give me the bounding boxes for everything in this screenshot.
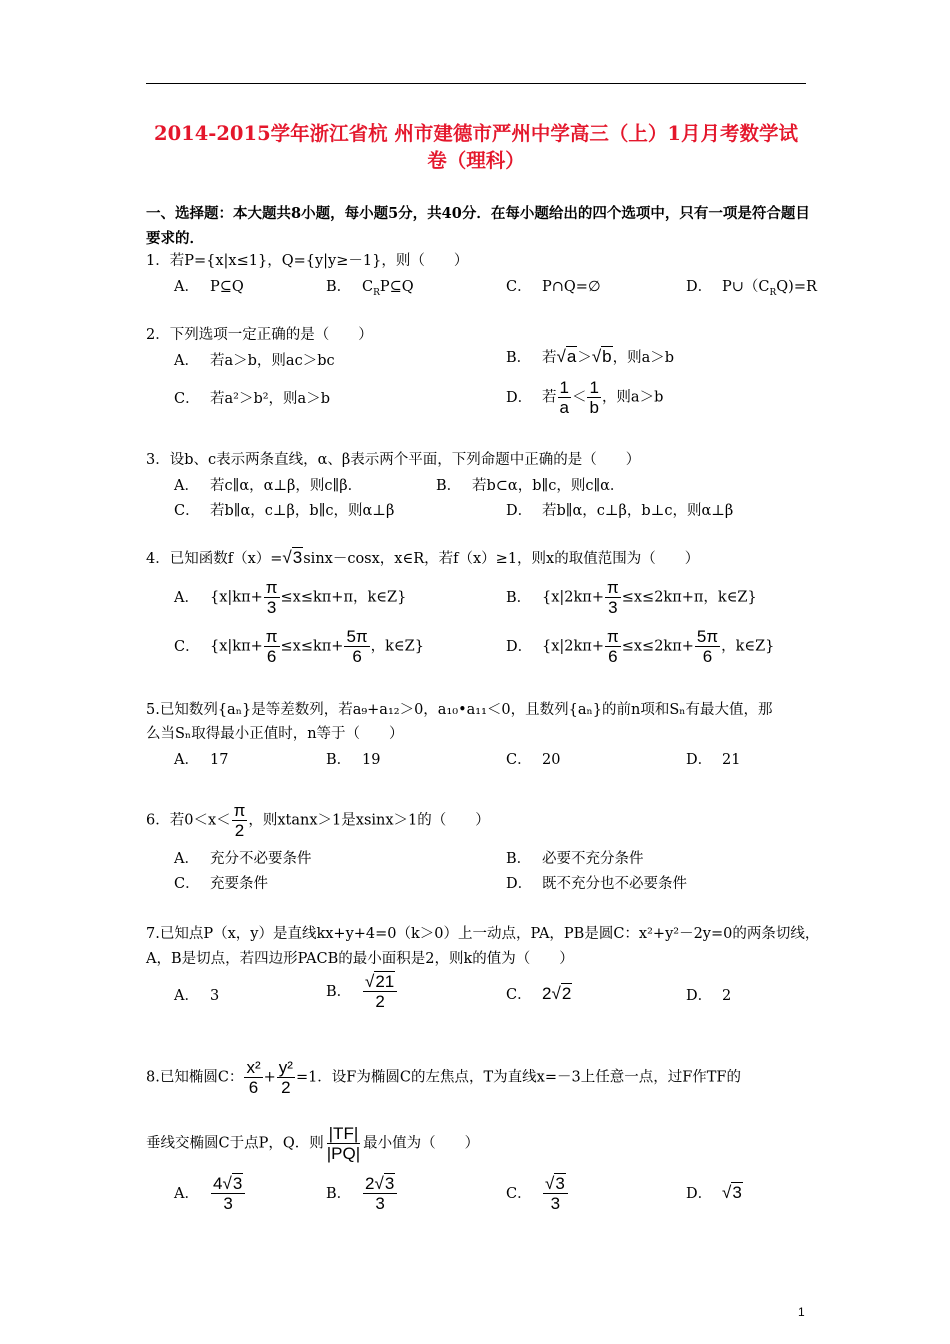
q4-option-b: B． {x|2kπ+ $\frac{\pi}{3}$ ≤x≤2kπ+π，k∈Z}	[506, 578, 757, 617]
q1-option-c: C． P∩Q=∅	[506, 279, 601, 295]
q3-option-b: B． 若b⊂α，b∥c，则c∥α．	[436, 478, 625, 494]
q3-stem: 3．设b、c表示两条直线，α、β表示两个平面，下列命题中正确的是（ ）	[146, 452, 641, 468]
q7-option-a: A． 3	[174, 988, 220, 1004]
q1-option-b: B． $C_RP⊆Q$	[326, 279, 414, 298]
q2-option-a: A． 若a＞b，则ac＞bc	[174, 353, 335, 369]
q6-option-c: C． 充要条件	[174, 876, 268, 892]
q4-option-a: A． {x|kπ+ $\frac{\pi}{3}$ ≤x≤kπ+π，k∈Z}	[174, 578, 407, 617]
q7-option-b: B． $\frac{√21}{2}$	[326, 972, 398, 1011]
q8-option-b: B． $\frac{2√3}{3}$	[326, 1174, 398, 1213]
q7-option-c: C． 2√2	[506, 984, 572, 1003]
q3-option-c: C． 若b∥α，c⊥β，b∥c，则α⊥β	[174, 503, 395, 519]
header-rule	[146, 83, 806, 84]
q2-option-d: D． 若 $\frac{1}{a}$ ＜ $\frac{1}{b}$ ，则a＞b	[506, 378, 664, 417]
q5-option-b: B． 19	[326, 752, 381, 768]
q3-option-a: A． 若c∥α，α⊥β，则c∥β．	[174, 478, 363, 494]
sqrt-b: √b	[591, 347, 612, 366]
q4-option-d: D． {x|2kπ+ $\frac{\pi}{6}$ ≤x≤2kπ+ $\frac{5\pi}{6}$ ，k∈Z}	[506, 627, 775, 666]
q8-line1: 8.已知椭圆C： $\frac{\text{x²}}{6}$ + $\frac{\text{y²}}{2}$ =1．设F为椭圆C的左焦点，T为直线x=－3上任意一点，过F作TF的	[146, 1058, 741, 1097]
q6-option-b: B． 必要不充分条件	[506, 851, 644, 867]
sqrt-a: √a	[556, 347, 577, 366]
q7-line2: A，B是切点，若四边形PACB的最小面积是2，则k的值为（ ）	[146, 951, 574, 967]
q2-option-b: B． 若√a＞√b，则a＞b	[506, 347, 675, 366]
q6-option-d: D． 既不充分也不必要条件	[506, 876, 687, 892]
q8-option-c: C． $\frac{√3}{3}$	[506, 1174, 569, 1213]
q7-option-d: D． 2	[686, 988, 732, 1004]
q5-line1: 5.已知数列{aₙ}是等差数列，若a₉+a₁₂＞0，a₁₀•a₁₁＜0，且数列{aₙ}的前n项和Sₙ有最大值，那	[146, 702, 773, 718]
q8-line2: 垂线交椭圆C于点P，Q．则 $\frac{|TF|}{|PQ|}$ 最小值为（ ）	[146, 1124, 480, 1163]
section-heading: 一、选择题：本大题共8小题，每小题5分，共40分．在每小题给出的四个选项中，只有一项是符合题目要求的．	[146, 205, 810, 247]
q8-option-a: A． $\frac{4√3}{3}$	[174, 1174, 246, 1213]
frac-1-over-a: $\frac{1}{a}$	[559, 378, 569, 417]
q4-option-c: C． {x|kπ+ $\frac{\pi}{6}$ ≤x≤kπ+ $\frac{5\pi}{6}$ ，k∈Z}	[174, 627, 424, 666]
exam-title: 2014-2015学年浙江省杭 州市建德市严州中学高三（上）1月月考数学试卷（理科）	[154, 122, 798, 172]
q5-line2: 么当Sₙ取得最小正值时，n等于（ ）	[146, 726, 404, 742]
q4-stem: 4．已知函数f（x）=√3sinx－cosx，x∈R，若f（x）≥1，则x的取值范围为（ ）	[146, 548, 700, 567]
q5-option-a: A． 17	[174, 752, 229, 768]
q5-option-d: D． 21	[686, 752, 741, 768]
page-number: 1	[798, 1305, 805, 1319]
q6-option-a: A． 充分不必要条件	[174, 851, 312, 867]
q7-line1: 7.已知点P（x，y）是直线kx+y+4=0（k＞0）上一动点，PA，PB是圆C：x²+y²－2y=0的两条切线，	[146, 926, 820, 942]
q1-option-d: D． $P\cup(C_RQ)=R$	[686, 279, 817, 298]
q6-stem: 6．若0＜x＜ $\frac{\pi}{2}$ ，则xtanx＞1是xsinx＞1的（ ）	[146, 801, 490, 840]
frac-1-over-b: $\frac{1}{b}$	[589, 378, 599, 417]
q1-option-a: A． P⊆Q	[174, 279, 244, 295]
q2-option-c: C． 若a²＞b²，则a＞b	[174, 391, 330, 407]
q1-stem: 1．若P={x|x≤1}，Q={y|y≥－1}，则（ ）	[146, 253, 469, 269]
q5-option-c: C． 20	[506, 752, 561, 768]
q8-option-d: D． √3	[686, 1183, 742, 1202]
q2-stem: 2．下列选项一定正确的是（ ）	[146, 327, 373, 343]
q3-option-d: D． 若b∥α，c⊥β，b⊥c，则α⊥β	[506, 503, 734, 519]
